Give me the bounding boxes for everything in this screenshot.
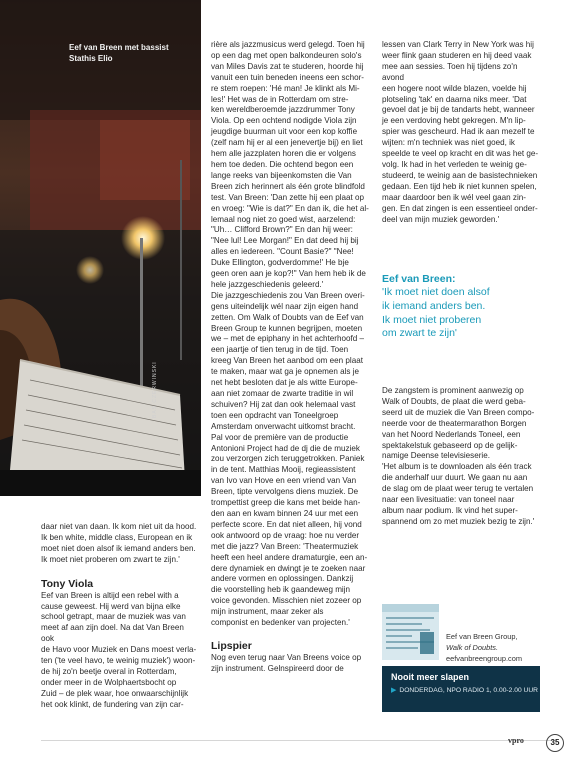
text-line: gen. En dat zingen is een essentieel onder-	[382, 203, 538, 213]
text-line: meet af aan zijn doel. Na dat Van Breen ook	[41, 623, 184, 644]
text-line: mee aan sessies. Toen hij tijdens zo'n avond	[382, 61, 518, 82]
text-line: van het Noord Nederlands Toneel, een	[382, 429, 521, 439]
text-line: deel van mijn muziek geworden.'	[382, 214, 500, 224]
album-url: eefvanbreengroup.com	[446, 653, 523, 663]
text-line: je een verdoving hebt gekregen. M'n lip-	[382, 116, 526, 126]
pull-quote-line: Ik moet niet proberen	[382, 313, 482, 326]
text-line: lange reeks van bijeenkomsten die Van	[211, 170, 352, 180]
text-line: Ik ben white, middle class, European en ik	[41, 532, 193, 542]
text-line: ook antwoord op de vraag: hoe nu verder	[211, 530, 360, 540]
text-line: de hij zo'n beetje overal in Rotterdam,	[41, 666, 177, 676]
text-line: de slag om de plaat weer terug te vertalen	[382, 484, 534, 494]
text-line: Zuid – de plek waar, hoe onwaarschijnlijk	[41, 688, 189, 698]
text-line: ten ('te veel havo, te weinig muziek') woon-	[41, 656, 196, 666]
text-line: een jaartje of tien terug in de tijd. Toen	[211, 345, 349, 355]
text-line: school getrapt, maar de muziek was van	[41, 612, 186, 622]
album-cover	[382, 604, 439, 660]
text-line: Breen, tipte vervolgens diens muziek. De	[211, 487, 359, 497]
text-line: zou verzorgen zich teruggetrokken. Paniek	[211, 454, 365, 464]
text-line: maar daardoor ben ik wél veel gaan zin-	[382, 192, 526, 202]
text-line: Ik moet niet proberen om zwart te zijn.'	[41, 554, 180, 564]
text-line: test. Van Breen: 'Dan zette hij een plaat op	[211, 192, 365, 202]
footer-rule	[41, 740, 557, 741]
text-line: zetten. Om Walk of Doubts van de Eef van	[211, 312, 364, 322]
text-line: Duke Ellington, godverdomme!' He bje	[211, 258, 349, 268]
text-line: lessen van Clark Terry in New York was hij	[382, 40, 534, 49]
pull-quote	[382, 272, 537, 341]
album-artist: Eef van Breen Group,	[446, 632, 518, 641]
text-line: neerde voor de theatermarathon Borgen	[382, 418, 527, 428]
text-line: lemaal nog niet zo goed wist, aarzelend:	[211, 214, 356, 224]
pull-quote-line: om zwart te zijn'	[382, 327, 457, 340]
text-line: Breen zich herinnert als één grote blindfold	[211, 181, 365, 191]
text-line: mijn instrument, maar zeker als	[211, 607, 324, 617]
text-line: Die jazzgeschiedenis zou Van Breen overi-	[211, 290, 365, 300]
caption-name: Eef van Breen	[69, 43, 123, 52]
text-line: te maken, maar wat ga je opnemen als je	[211, 367, 360, 377]
brand-logo: vpro	[508, 736, 524, 745]
text-line: componist en bedenker van projecten.'	[211, 618, 350, 628]
radio-schedule: DONDERDAG, NPO RADIO 1, 0.00-2.00 UUR	[399, 687, 539, 694]
text-line: spektakelstuk gebaseerd op de gelijk-	[382, 440, 518, 450]
text-line: Walk of Doubts, de plaat die werd geba-	[382, 396, 526, 406]
text-line: perfecte score. En dat niet alleen, hij vond	[211, 519, 362, 529]
pull-quote-line: 'Ik moet niet doen alsof	[382, 286, 490, 298]
article-column-3	[382, 40, 540, 225]
text-line: aan niet zomaar de zwarte traditie in wil	[211, 389, 354, 398]
album-cover-art	[382, 604, 439, 660]
text-line: heeft een heel andere dramaturgie, een an-	[211, 552, 368, 562]
column-3-body	[382, 40, 540, 225]
text-line: op een dag met open balkondeuren solo's	[211, 50, 362, 60]
text-line: Amsterdam onverwacht uitkomst bracht.	[211, 421, 356, 431]
text-line: Breen Group te kunnen begrijpen, moeten	[211, 323, 363, 333]
text-line: geen oren aan je kop?!" Van hem heb ik de	[211, 269, 366, 279]
text-line: les!' Het was de in Rotterdam om stre-	[211, 94, 349, 104]
stage-photo-graphic	[0, 0, 201, 496]
text-line: en vroeg: "Wie is dat?" En dan ik, die het al-	[211, 203, 369, 213]
radio-schedule-line	[391, 686, 538, 694]
text-line: Pal voor de première van de productie	[211, 432, 349, 442]
text-line: trompettist greep die kans met beide han-	[211, 498, 361, 508]
column-3-lower-body	[382, 386, 540, 528]
text-line: alles en iedereen. "Count Basie?" "Nee!	[211, 247, 354, 257]
text-line: den aan en kwam binnen 24 uur met een	[211, 508, 359, 518]
column-2-body	[211, 40, 371, 629]
play-triangle-icon: ▶	[391, 687, 397, 694]
text-line: gedaan. Een tijd heb ik niet kunnen spelen,	[382, 181, 537, 191]
text-line: re stem roepen: 'Hé man! Je klinkt als Mi-	[211, 83, 360, 93]
text-line: "Uh… Clifford Brown?" En dan hij weer:	[211, 225, 353, 235]
text-line: Viola. Op een ochtend nodigde Viola zijn	[211, 116, 357, 126]
text-line: "Nee lul! Lee Morgan!" En dat deed hij bij	[211, 236, 359, 246]
text-line: gens uiteindelijk wél naar zijn eigen hand	[211, 301, 359, 311]
text-line: de Havo voor Muziek en Dans moest verla-	[41, 645, 197, 655]
text-line: speelde te veel op kracht en dit was het ge-	[382, 149, 539, 159]
text-line: we – met de epiphany in het achterhoofd –	[211, 334, 364, 344]
text-line: hem toe deden. Die ochtend begon een	[211, 159, 354, 169]
caption-connector: met bassist	[122, 43, 169, 52]
article-column-1	[41, 522, 197, 711]
text-line: wijten: m'n techniek was niet goed, ik	[382, 138, 515, 148]
text-line: gevoel dat je bij de tandarts hebt, wanneer	[382, 105, 535, 115]
text-line: Nog even terug naar Van Breens voice op	[211, 652, 362, 662]
text-line: cause geweest. Hij werd van bijna elke	[41, 601, 181, 611]
text-line: voice gevonden. Misschien niet zozeer op	[211, 596, 362, 606]
caption-name-2: Stathis Elio	[69, 54, 113, 63]
page-number: 35	[546, 734, 564, 752]
radio-show-title: Nooit meer slapen	[391, 672, 470, 682]
text-line: die anderhalf uur duurt. We gaan nu aan	[382, 473, 528, 483]
text-line: kreeg Van Breen het aanbod om een plaat	[211, 356, 363, 366]
text-line: studeerd, te weinig aan de basistechnieken	[382, 170, 538, 180]
text-line: een hogere noot wilde blazen, voelde hij	[382, 83, 527, 93]
text-line: het ook klinkt, de fundering van zijn car-	[41, 699, 184, 709]
text-line: seerd uit de muziek die Van Breen compo-	[382, 407, 535, 417]
text-line: toen een opdracht van Toneelgroep	[211, 410, 339, 420]
text-line: volg. Ik had in het verleden te weinig ge-	[382, 159, 527, 169]
text-line: andere vormen en oplossingen. Dankzij	[211, 574, 354, 584]
concert-photo	[0, 0, 201, 496]
section-heading-lipspier: Lipspier	[211, 639, 252, 652]
radio-info-box	[382, 666, 540, 712]
text-line: daar niet van daan. Ik kom niet uit da hood.	[41, 522, 197, 531]
text-line: Antonioni Project had de dj die de muziek	[211, 443, 360, 453]
text-line: hele jazzgeschiedenis geleerd.'	[211, 279, 324, 289]
text-line: De zangstem is prominent aanwezig op	[382, 386, 524, 395]
photo-caption	[69, 42, 189, 64]
text-line: rière als jazzmusicus werd gelegd. Toen hij	[211, 40, 365, 49]
album-info	[446, 632, 546, 664]
text-line: namige Deense televisieserie.	[382, 451, 490, 461]
text-line: album naar podium. Ik vind het super-	[382, 505, 518, 515]
text-line: van Miles Davis zat te studeren, hoorde hij	[211, 61, 364, 71]
text-line: plotseling 'tak' en daarna niks meer. 'Dat	[382, 94, 527, 104]
text-line: spier was gescheurd. Had ik aan mezelf te	[382, 127, 535, 137]
text-line: 'Het album is te downloaden als één track	[382, 462, 532, 472]
text-line: schuiven? Hij zat dan ook helemaal vast	[211, 399, 356, 409]
text-line: dere dynamiek en dwingt je te zoeken naar	[211, 563, 366, 573]
text-line: weer flink gaan studeren en hij deed vaak	[382, 50, 532, 60]
text-line: naar een livesituatie: van toneel naar	[382, 495, 515, 505]
text-line: ken wereldberoemde jazzdrummer Tony	[211, 105, 355, 115]
text-line: hem alle jazzplaten horen die er volgens	[211, 149, 356, 159]
text-line: Eef van Breen is altijd een rebel with a	[41, 590, 179, 600]
text-line: vanuit een tuin beneden ineens een schor-	[211, 72, 364, 82]
album-title: Walk of Doubts.	[446, 642, 499, 652]
text-line: met die jazz? Van Breen: 'Theatermuziek	[211, 541, 359, 551]
article-column-2	[211, 40, 371, 675]
section-heading-tony-viola: Tony Viola	[41, 577, 94, 590]
article-column-3-lower	[382, 386, 540, 528]
photo-credit: BAS CZERWINSKI	[152, 361, 158, 418]
text-line: (zelf nam hij er al een jenevertje bij) en liet	[211, 138, 363, 148]
text-line: onder meer in de Wolphaertsbocht op	[41, 677, 177, 687]
text-line: jeugdige buurman uit voor een kop koffie	[211, 127, 358, 137]
text-line: van Ivo van Hove en een vriend van Van	[211, 476, 357, 486]
text-line: zijn instrument. Gelnspireerd door de	[211, 663, 344, 673]
text-line: net hebt besloten dat je als witte Europe-	[211, 378, 358, 388]
pull-quote-line: ik iemand anders ben.	[382, 299, 486, 312]
text-line: in de tent. Matthias Mooij, regieassistent	[211, 465, 356, 475]
pull-quote-speaker: Eef van Breen:	[382, 273, 456, 285]
text-line: spannend om zo met muziek bezig te zijn.'	[382, 516, 535, 526]
text-line: die voorstelling heb ik gaandeweg mijn	[211, 585, 351, 595]
text-line: moet niet doen alsof ik iemand anders ben.	[41, 543, 196, 553]
